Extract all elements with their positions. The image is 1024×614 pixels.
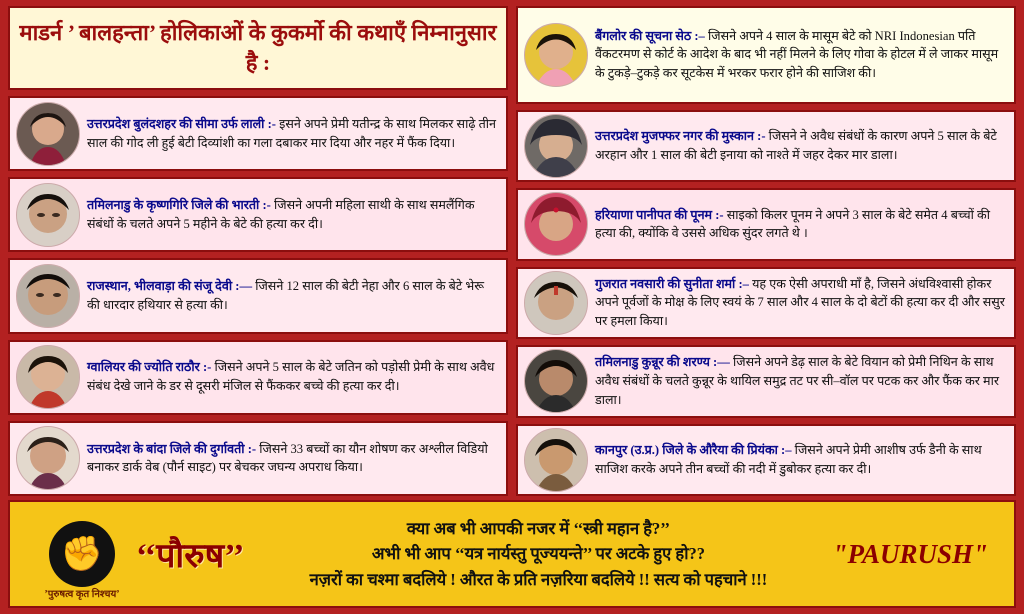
portrait-illustration (525, 115, 587, 177)
case-name: गुजरात नवसारी की सुनीता शर्मा :– (595, 276, 749, 291)
paurush-title-hindi: ‘‘पौरुष’’ (136, 538, 245, 575)
woman-photo-5 (16, 426, 80, 490)
portrait-illustration (17, 103, 79, 165)
case-name: ग्वालियर की ज्योति राठौर :- (87, 360, 212, 375)
slogan-line-3: नज़रों का चश्मा बदलिये ! औरत के प्रति नज़रिया बदलिये !! सत्य को पहचाने !!! (309, 569, 768, 589)
case-name: कानपुर (उ.प्र.) जिले के औरैया की प्रियंका :– (595, 442, 792, 457)
portrait-illustration (17, 427, 79, 489)
case-card (516, 424, 1016, 496)
case-card (516, 188, 1016, 260)
case-name: उत्तरप्रदेश मुजफ्फर नगर की मुस्कान :- (595, 129, 766, 144)
case-desc: जिसने अपने प्रेमी आशीष उर्फ डैनी के साथ साजिश करके अपने तीन बच्चों की नदी में डुबोकर हत्या कर दी। (595, 442, 982, 476)
case-text (87, 358, 500, 396)
case-text (595, 353, 1008, 410)
case-card (8, 96, 508, 171)
case-card (516, 110, 1016, 182)
woman-photo-1 (16, 102, 80, 166)
case-desc: जिसने अपनी महिला साथी के साथ समलैंगिक संबंधों के चलते अपने 5 महीने के बेटे की हत्या कर दी। (87, 197, 475, 231)
case-text (595, 275, 1008, 332)
case-card (516, 267, 1016, 339)
cases-grid (8, 6, 1016, 496)
case-text (595, 441, 1008, 479)
case-name: उत्तरप्रदेश के बांदा जिले की दुर्गावती :- (87, 441, 257, 456)
case-desc: जिसने अपने 5 साल के बेटे जतिन को पड़ोसी प्रेमी के साथ अवैध संबंध देखे जाने के डर से दूसरी मंजिल से फैंककर बच्चे की हत्या कर दी। (87, 360, 495, 394)
case-desc: इसने अपने प्रेमी यतीन्द्र के साथ मिलकर साढ़े तीन साल की गोद ली हुई बेटी दिव्यांशी का गला दबाकर मार दिया और नहर में फैंक दिया। (87, 116, 496, 150)
case-card (8, 177, 508, 252)
case-desc: जिसने अपने 4 साल के मासूम बेटे को NRI Indonesian पति वैंकटरमण से कोर्ट के आदेश के बाद भी नहीं मिलने के लिए गोवा के होटल में ले जाकर मासूम के टुकड़े–टुकड़े कर सूटकेस में भरकर फरार होने की साजिश की। (595, 28, 999, 81)
organisation-logo (34, 506, 130, 602)
portrait-illustration (525, 272, 587, 334)
case-text (595, 206, 1008, 244)
case-text (87, 115, 500, 153)
bottom-banner (8, 500, 1016, 608)
woman-photo-10 (524, 349, 588, 413)
slogan-line-1: क्या अब भी आपकी नजर में ‘‘स्त्री महान है?’’ (406, 518, 670, 538)
case-text (87, 277, 500, 315)
case-text (87, 440, 500, 478)
case-desc: जिसने 33 बच्चों का यौन शोषण कर अश्लील विडियो बनाकर डार्क वेब (पौर्न साइट) पर बेचकर जघन्य अपराध किया। (87, 441, 488, 475)
headline-box (8, 6, 508, 90)
case-name: बैंगलोर की सूचना सेठ :– (595, 28, 705, 43)
woman-photo-4 (16, 345, 80, 409)
right-column (516, 6, 1016, 496)
left-column (8, 6, 508, 496)
portrait-illustration (17, 184, 79, 246)
woman-photo-9 (524, 271, 588, 335)
case-text (595, 27, 1008, 84)
case-desc: जिसने अपने डेढ़ साल के बेटे वियान को प्रेमी निथिन के साथ अवैध संबंधों के चलते कुन्नूर के थायिल समुद्र तट पर सी–वॉल पर पटक कर और फैंक कर मार डाला। (595, 355, 999, 407)
woman-photo-6 (524, 23, 588, 87)
case-name: तमिलनाडु के कृष्णगिरि जिले की भारती :- (87, 197, 271, 212)
portrait-illustration (525, 24, 587, 86)
woman-photo-8 (524, 192, 588, 256)
case-card (8, 258, 508, 333)
woman-photo-7 (524, 114, 588, 178)
portrait-illustration (17, 346, 79, 408)
slogan-line-2: अभी भी आप ‘‘यत्र नार्यस्तु पूज्ययन्ते’’ पर अटके हुए हो?? (371, 544, 705, 564)
portrait-illustration (525, 193, 587, 255)
portrait-illustration (525, 350, 587, 412)
woman-photo-11 (524, 428, 588, 492)
case-name: उत्तरप्रदेश बुलंदशहर की सीमा उर्फ लाली :- (87, 116, 276, 131)
woman-photo-2 (16, 183, 80, 247)
case-card (8, 340, 508, 415)
paurush-title-english: "PAURUSH" (832, 538, 988, 569)
case-text (595, 127, 1008, 165)
case-desc: साइको किलर पूनम ने अपने 3 साल के बेटे समेत 4 बच्चों की हत्या की, क्योंकि वे उससे अधिक सुंदर लगते थे । (595, 207, 990, 241)
portrait-illustration (525, 429, 587, 491)
case-card (516, 6, 1016, 104)
woman-photo-3 (16, 264, 80, 328)
case-name: हरियाणा पानीपत की पूनम :- (595, 207, 724, 222)
headline-text: माडर्न ’ बालहन्ता’ होलिकाओं के कुकर्मो की कथाएँ निम्नानुसार है : (19, 20, 497, 75)
case-text (87, 196, 500, 234)
portrait-illustration (17, 265, 79, 327)
case-card (8, 421, 508, 496)
case-desc: जिसने 12 साल की बेटी नेहा और 6 साल के बेटे भेरू की धारदार हथियार से हत्या की। (87, 279, 485, 312)
logo-motto: ’पुरुषत्व कृत निश्चय’ (44, 589, 120, 600)
raised-fist-icon: ✊ (49, 521, 115, 587)
case-name: राजस्थान, भीलवाड़ा की संजू देवी :— (87, 279, 253, 294)
case-card (516, 345, 1016, 417)
case-desc: यह एक ऐसी अपराधी माँ है, जिसने अंधविश्वासी होकर अपने पूर्वजों के मोक्ष के लिए स्वयं के 7 साल और 4 साल के दो बेटों की हत्या कर दी और ससुर पर हमला किया। (595, 276, 1005, 329)
case-name: तमिलनाडु कुन्नूर की शरण्य :— (595, 355, 730, 369)
case-desc: जिसने ने अवैध संबंधों के कारण अपने 5 साल के बेटे अरहान और 1 साल की बेटी इनाया को नाश्ते में जहर देकर मार डाला। (595, 129, 997, 163)
slogan-block (244, 516, 832, 593)
